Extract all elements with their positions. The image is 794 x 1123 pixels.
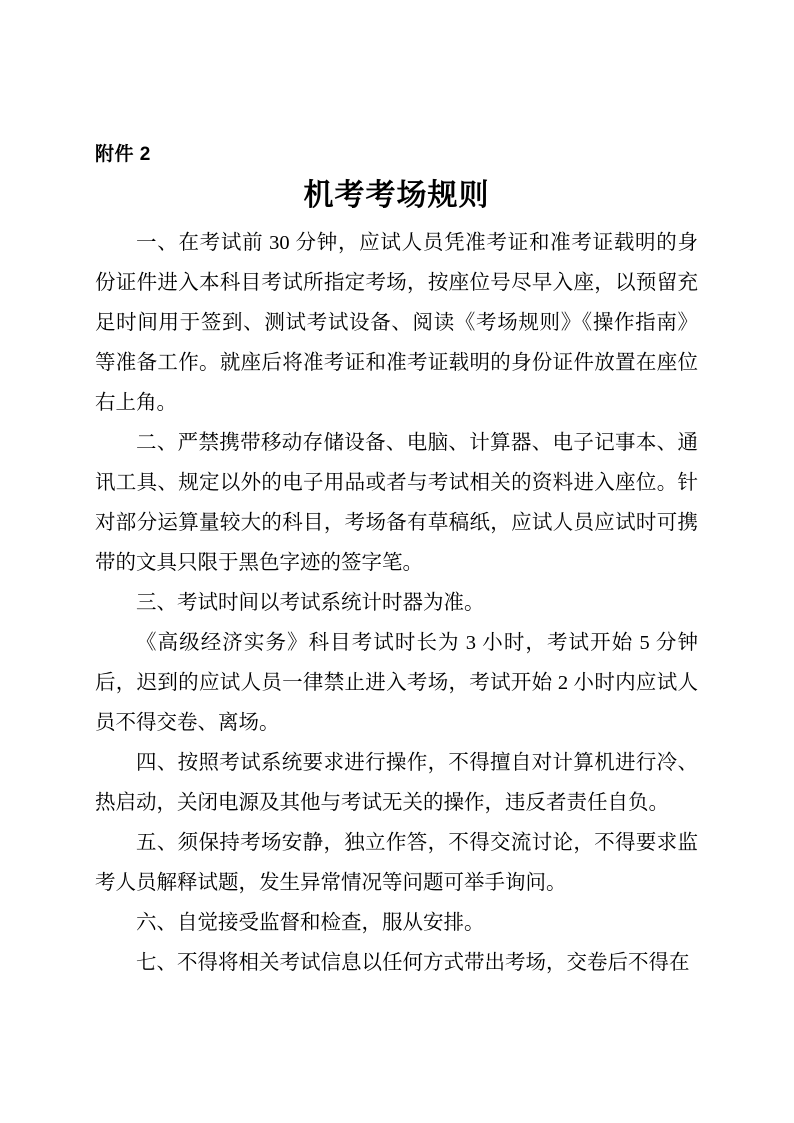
rule-paragraph-3: 三、考试时间以考试系统计时器为准。 xyxy=(136,592,485,614)
rule-paragraph-4: 四、按照考试系统要求进行操作，不得擅自对计算机进行冷、热启动，关闭电源及其他与考试无关的操作，违反者责任自负。 xyxy=(95,752,698,814)
document-body xyxy=(95,223,698,983)
page-title: 机考考场规则 xyxy=(303,179,490,212)
rule-paragraph-6: 六、自觉接受监督和检查，服从安排。 xyxy=(136,912,485,934)
attachment-label: 附件 2 xyxy=(95,144,151,165)
rule-paragraph-5: 五、须保持考场安静，独立作答，不得交流讨论，不得要求监考人员解释试题，发生异常情况等问题可举手询问。 xyxy=(95,832,698,894)
rule-paragraph-3-detail: 《高级经济实务》科目考试时长为 3 小时，考试开始 5 分钟后，迟到的应试人员一律禁止进入考场，考试开始 2 小时内应试人员不得交卷、离场。 xyxy=(95,632,698,734)
rule-paragraph-7: 七、不得将相关考试信息以任何方式带出考场，交卷后不得在 xyxy=(136,952,690,974)
rule-paragraph-2: 二、严禁携带移动存储设备、电脑、计算器、电子记事本、通讯工具、规定以外的电子用品或者与考试相关的资料进入座位。针对部分运算量较大的科目，考场备有草稿纸，应试人员应试时可携带的文具只限于黑色字迹的签字笔。 xyxy=(95,432,698,574)
rule-paragraph-1: 一、在考试前 30 分钟，应试人员凭准考证和准考证载明的身份证件进入本科目考试所指定考场，按座位号尽早入座，以预留充足时间用于签到、测试考试设备、阅读《考场规则》《操作指南》等准备工作。就座后将准考证和准考证载明的身份证件放置在座位右上角。 xyxy=(95,232,698,414)
